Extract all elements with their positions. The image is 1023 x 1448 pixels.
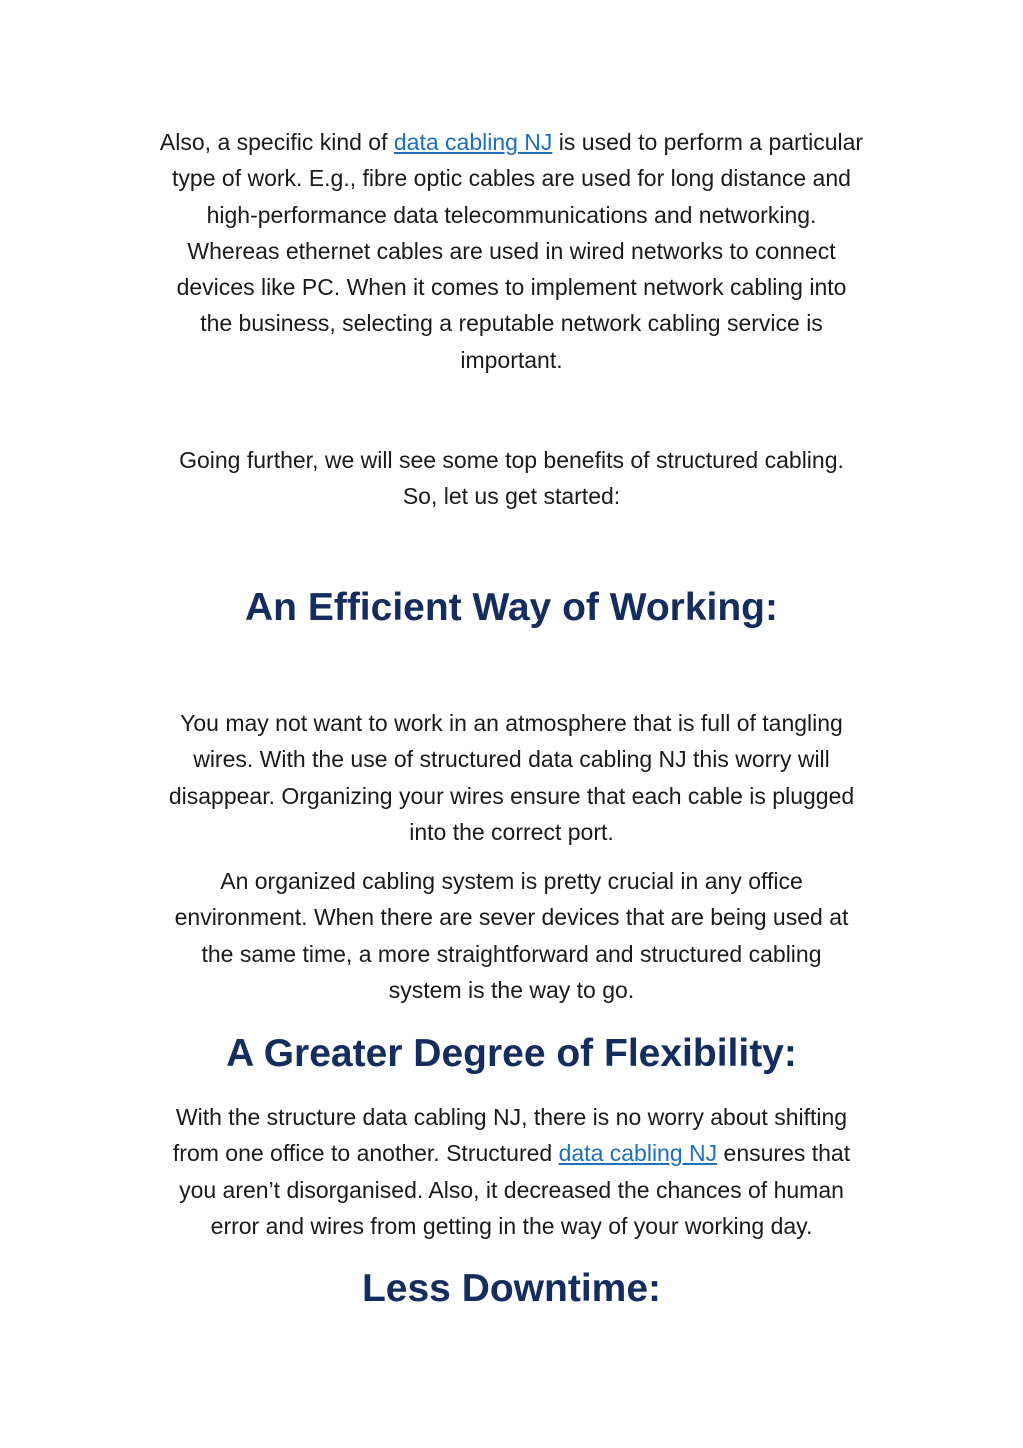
intro-line-6: the business, selecting a reputable network cabling service is	[200, 310, 823, 337]
flexibility-line-4: error and wires from getting in the way of your working day.	[210, 1212, 813, 1239]
flexibility-paragraph	[0, 1099, 1023, 1244]
section-heading-efficient-way: An Efficient Way of Working:	[245, 586, 778, 629]
efficient-p2-line-2: environment. When there are sever devices that are being used at	[174, 904, 849, 931]
lead-paragraph	[0, 442, 1023, 515]
efficient-p2-line-1: An organized cabling system is pretty crucial in any office	[220, 868, 803, 894]
section-heading-less-downtime: Less Downtime:	[361, 1267, 662, 1310]
section-heading-flexibility: A Greater Degree of Flexibility:	[226, 1032, 797, 1075]
intro-line-2: type of work. E.g., fibre optic cables are used for long distance and	[172, 165, 851, 192]
flexibility-line-1: With the structure data cabling NJ, there is no worry about shifting	[175, 1104, 848, 1130]
efficient-p1-line-1: You may not want to work in an atmosphere that is full of tangling	[180, 710, 843, 736]
efficient-paragraph-2	[0, 863, 1023, 1008]
intro-line-3: high-performance data telecommunications and networking.	[206, 201, 817, 228]
flexibility-line-2: from one office to another. Structured data cabling NJ ensures that	[172, 1140, 851, 1167]
section-flexibility	[0, 1030, 1023, 1078]
efficient-p1-line-4: into the correct port.	[409, 818, 614, 845]
intro-line-4: Whereas ethernet cables are used in wired networks to connect	[187, 237, 836, 264]
flexibility-line-3: you aren’t disorganised. Also, it decreased the chances of human	[179, 1176, 844, 1203]
efficient-paragraph-1	[0, 705, 1023, 850]
intro-line-1: Also, a specific kind of data cabling NJ is used to perform a particular	[159, 129, 864, 155]
intro-line-7: important.	[460, 346, 563, 373]
section-less-downtime	[0, 1265, 1023, 1313]
lead-line-2: So, let us get started:	[402, 483, 621, 510]
efficient-p2-line-3: the same time, a more straightforward and structured cabling	[201, 940, 822, 967]
data-cabling-nj-link[interactable]: data cabling NJ	[393, 129, 553, 155]
intro-paragraph	[0, 124, 1023, 378]
section-efficient-way	[0, 584, 1023, 632]
intro-line-5: devices like PC. When it comes to implement network cabling into	[176, 274, 847, 301]
efficient-p2-line-4: system is the way to go.	[388, 976, 635, 1003]
efficient-p1-line-3: disappear. Organizing your wires ensure that each cable is plugged	[168, 782, 855, 809]
efficient-p1-line-2: wires. With the use of structured data cabling NJ this worry will	[193, 746, 830, 773]
lead-line-1: Going further, we will see some top benefits of structured cabling.	[179, 447, 844, 473]
data-cabling-nj-link-2[interactable]: data cabling NJ	[558, 1140, 718, 1167]
